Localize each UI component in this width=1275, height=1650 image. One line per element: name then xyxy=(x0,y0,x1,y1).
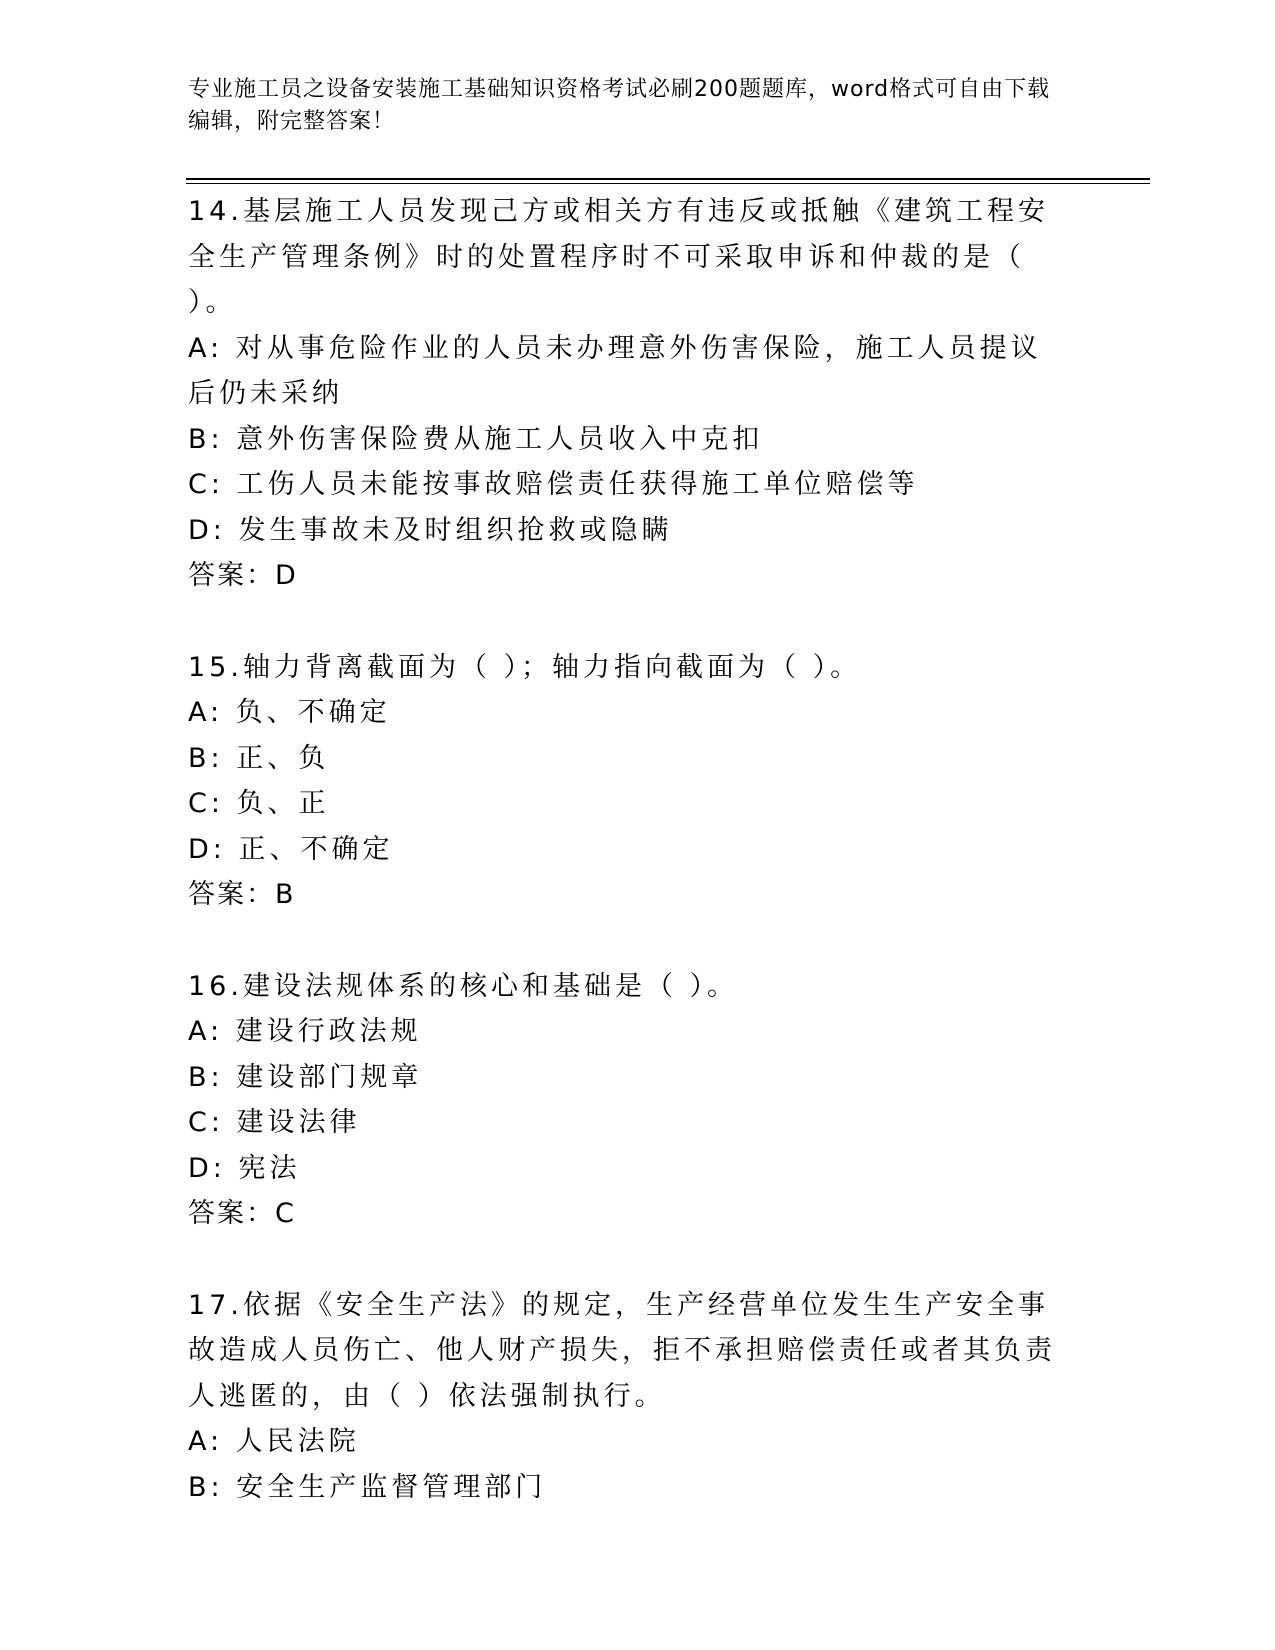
option-b: B: 正、负 xyxy=(188,742,330,774)
option-d: D: 发生事故未及时组织抢救或隐瞒 xyxy=(188,514,673,546)
answer-text: 答案：D xyxy=(188,560,298,591)
option-d: D: 正、不确定 xyxy=(188,833,394,865)
option-a: A: 对从事危险作业的人员未办理意外伤害保险，施工人员提议后仍未采纳 xyxy=(188,332,1042,409)
option-a: A: 负、不确定 xyxy=(188,697,391,728)
question-14 xyxy=(188,189,1088,599)
document-intro: 专业施工员之设备安装施工基础知识资格考试必刷200题题库，word格式可自由下载编辑，附完整答案！ xyxy=(188,77,1051,134)
header-divider-thick xyxy=(186,178,1150,180)
answer-text: 答案：C xyxy=(188,1198,296,1229)
option-b: B: 安全生产监督管理部门 xyxy=(188,1471,547,1503)
question-stem: 16.建设法规体系的核心和基础是（ ）。 xyxy=(188,970,739,1002)
question-15 xyxy=(188,645,1088,918)
option-a: A: 建设行政法规 xyxy=(188,1016,422,1047)
question-stem: 14.基层施工人员发现己方或相关方有违反或抵触《建筑工程安全生产管理条例》时的处置程序时不可采取申诉和仲裁的是（ ）。 xyxy=(188,196,1049,318)
option-d: D: 宪法 xyxy=(188,1152,301,1184)
answer-text: 答案：B xyxy=(188,879,296,910)
option-b: B: 意外伤害保险费从施工人员收入中克扣 xyxy=(188,423,764,455)
question-16 xyxy=(188,964,1088,1237)
option-a: A: 人民法院 xyxy=(188,1426,360,1457)
option-c: C: 负、正 xyxy=(188,788,330,819)
question-stem: 15.轴力背离截面为（ ）；轴力指向截面为（ ）。 xyxy=(188,651,862,683)
header-divider-thin xyxy=(186,183,1150,184)
question-17 xyxy=(188,1283,1088,1511)
question-list xyxy=(188,189,1088,1556)
option-c: C: 建设法律 xyxy=(188,1107,361,1138)
option-b: B: 建设部门规章 xyxy=(188,1061,423,1093)
question-stem: 17.依据《安全生产法》的规定，生产经营单位发生生产安全事故造成人员伤亡、他人财产损失，拒不承担赔偿责任或者其负责人逃匿的，由（ ）依法强制执行。 xyxy=(188,1289,1056,1412)
option-c: C: 工伤人员未能按事故赔偿责任获得施工单位赔偿等 xyxy=(188,469,919,500)
